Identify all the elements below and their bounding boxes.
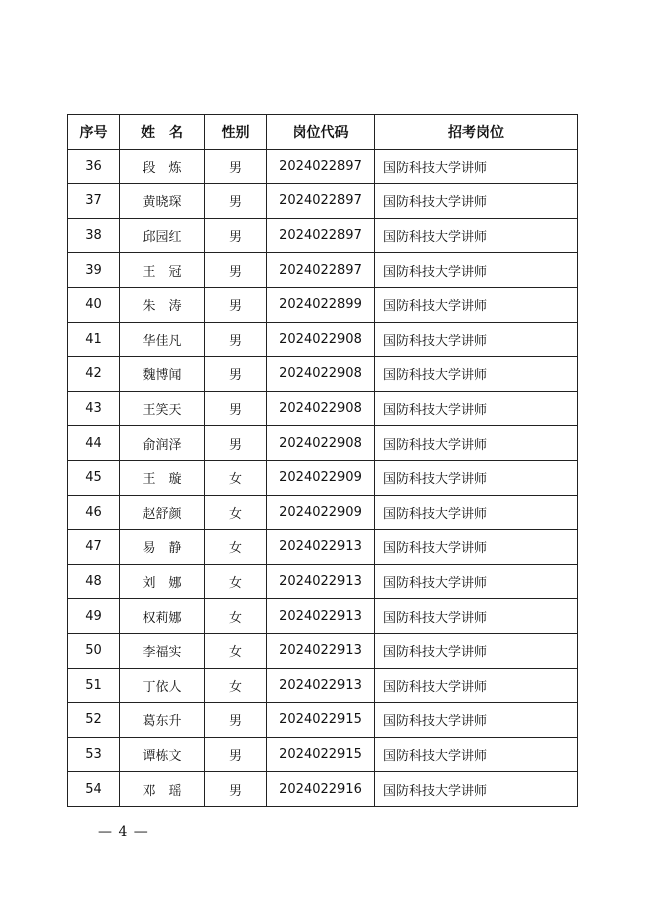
cell-serial-number: 42 bbox=[68, 357, 120, 392]
cell-serial-number: 49 bbox=[68, 599, 120, 634]
table-row bbox=[68, 426, 578, 461]
cell-recruitment-position: 国防科技大学讲师 bbox=[375, 460, 578, 495]
cell-name: 李福实 bbox=[120, 633, 205, 668]
cell-name: 王 冠 bbox=[120, 253, 205, 288]
cell-position-code: 2024022897 bbox=[267, 184, 375, 219]
cell-position-code: 2024022909 bbox=[267, 495, 375, 530]
cell-recruitment-position: 国防科技大学讲师 bbox=[375, 149, 578, 184]
cell-position-code: 2024022897 bbox=[267, 253, 375, 288]
cell-name: 丁依人 bbox=[120, 668, 205, 703]
cell-name: 俞润泽 bbox=[120, 426, 205, 461]
cell-recruitment-position: 国防科技大学讲师 bbox=[375, 495, 578, 530]
cell-recruitment-position: 国防科技大学讲师 bbox=[375, 668, 578, 703]
cell-serial-number: 52 bbox=[68, 703, 120, 738]
table-header bbox=[68, 115, 578, 150]
cell-gender: 男 bbox=[205, 287, 267, 322]
cell-recruitment-position: 国防科技大学讲师 bbox=[375, 322, 578, 357]
cell-name: 葛东升 bbox=[120, 703, 205, 738]
cell-recruitment-position: 国防科技大学讲师 bbox=[375, 772, 578, 807]
cell-recruitment-position: 国防科技大学讲师 bbox=[375, 253, 578, 288]
cell-gender: 女 bbox=[205, 668, 267, 703]
cell-gender: 男 bbox=[205, 391, 267, 426]
table-row bbox=[68, 495, 578, 530]
cell-serial-number: 47 bbox=[68, 530, 120, 565]
cell-name: 王 璇 bbox=[120, 460, 205, 495]
table-row bbox=[68, 564, 578, 599]
cell-name: 王笑天 bbox=[120, 391, 205, 426]
header-row bbox=[68, 115, 578, 150]
cell-recruitment-position: 国防科技大学讲师 bbox=[375, 357, 578, 392]
cell-serial-number: 36 bbox=[68, 149, 120, 184]
cell-gender: 女 bbox=[205, 633, 267, 668]
cell-gender: 男 bbox=[205, 322, 267, 357]
cell-name: 邓 瑶 bbox=[120, 772, 205, 807]
cell-recruitment-position: 国防科技大学讲师 bbox=[375, 287, 578, 322]
cell-name: 华佳凡 bbox=[120, 322, 205, 357]
cell-recruitment-position: 国防科技大学讲师 bbox=[375, 564, 578, 599]
table-row bbox=[68, 703, 578, 738]
table-row bbox=[68, 772, 578, 807]
cell-gender: 男 bbox=[205, 703, 267, 738]
cell-name: 刘 娜 bbox=[120, 564, 205, 599]
cell-gender: 男 bbox=[205, 357, 267, 392]
cell-gender: 男 bbox=[205, 426, 267, 461]
cell-name: 易 静 bbox=[120, 530, 205, 565]
cell-recruitment-position: 国防科技大学讲师 bbox=[375, 184, 578, 219]
cell-name: 段 炼 bbox=[120, 149, 205, 184]
cell-gender: 男 bbox=[205, 772, 267, 807]
cell-serial-number: 45 bbox=[68, 460, 120, 495]
cell-recruitment-position: 国防科技大学讲师 bbox=[375, 599, 578, 634]
cell-serial-number: 51 bbox=[68, 668, 120, 703]
header-recruitment-position: 招考岗位 bbox=[375, 115, 578, 150]
cell-gender: 女 bbox=[205, 530, 267, 565]
cell-name: 魏博闻 bbox=[120, 357, 205, 392]
cell-serial-number: 46 bbox=[68, 495, 120, 530]
table-row bbox=[68, 599, 578, 634]
cell-serial-number: 43 bbox=[68, 391, 120, 426]
cell-recruitment-position: 国防科技大学讲师 bbox=[375, 218, 578, 253]
cell-gender: 女 bbox=[205, 564, 267, 599]
cell-gender: 女 bbox=[205, 495, 267, 530]
cell-serial-number: 50 bbox=[68, 633, 120, 668]
cell-position-code: 2024022908 bbox=[267, 426, 375, 461]
cell-serial-number: 37 bbox=[68, 184, 120, 219]
cell-gender: 女 bbox=[205, 460, 267, 495]
cell-recruitment-position: 国防科技大学讲师 bbox=[375, 426, 578, 461]
candidate-table bbox=[67, 114, 578, 807]
table-row bbox=[68, 149, 578, 184]
cell-gender: 女 bbox=[205, 599, 267, 634]
table-row bbox=[68, 322, 578, 357]
cell-recruitment-position: 国防科技大学讲师 bbox=[375, 703, 578, 738]
cell-recruitment-position: 国防科技大学讲师 bbox=[375, 633, 578, 668]
table-row bbox=[68, 357, 578, 392]
cell-serial-number: 40 bbox=[68, 287, 120, 322]
cell-position-code: 2024022897 bbox=[267, 218, 375, 253]
cell-position-code: 2024022915 bbox=[267, 703, 375, 738]
cell-gender: 男 bbox=[205, 218, 267, 253]
cell-position-code: 2024022913 bbox=[267, 530, 375, 565]
cell-position-code: 2024022913 bbox=[267, 633, 375, 668]
table-row bbox=[68, 184, 578, 219]
cell-position-code: 2024022899 bbox=[267, 287, 375, 322]
header-gender: 性别 bbox=[205, 115, 267, 150]
table-body bbox=[68, 149, 578, 806]
table-row bbox=[68, 391, 578, 426]
cell-position-code: 2024022913 bbox=[267, 599, 375, 634]
cell-name: 谭栋文 bbox=[120, 737, 205, 772]
cell-name: 黄晓琛 bbox=[120, 184, 205, 219]
cell-position-code: 2024022913 bbox=[267, 564, 375, 599]
header-position-code: 岗位代码 bbox=[267, 115, 375, 150]
cell-name: 邱园红 bbox=[120, 218, 205, 253]
cell-serial-number: 54 bbox=[68, 772, 120, 807]
header-serial-number: 序号 bbox=[68, 115, 120, 150]
cell-recruitment-position: 国防科技大学讲师 bbox=[375, 391, 578, 426]
cell-position-code: 2024022915 bbox=[267, 737, 375, 772]
cell-position-code: 2024022908 bbox=[267, 391, 375, 426]
cell-position-code: 2024022897 bbox=[267, 149, 375, 184]
table-row bbox=[68, 668, 578, 703]
cell-name: 赵舒颜 bbox=[120, 495, 205, 530]
cell-position-code: 2024022908 bbox=[267, 322, 375, 357]
cell-name: 朱 涛 bbox=[120, 287, 205, 322]
cell-position-code: 2024022913 bbox=[267, 668, 375, 703]
table-row bbox=[68, 737, 578, 772]
cell-recruitment-position: 国防科技大学讲师 bbox=[375, 737, 578, 772]
cell-serial-number: 53 bbox=[68, 737, 120, 772]
cell-serial-number: 38 bbox=[68, 218, 120, 253]
cell-recruitment-position: 国防科技大学讲师 bbox=[375, 530, 578, 565]
cell-name: 权莉娜 bbox=[120, 599, 205, 634]
cell-gender: 男 bbox=[205, 253, 267, 288]
table-row bbox=[68, 218, 578, 253]
cell-serial-number: 41 bbox=[68, 322, 120, 357]
cell-serial-number: 44 bbox=[68, 426, 120, 461]
header-name: 姓 名 bbox=[120, 115, 205, 150]
table-row bbox=[68, 530, 578, 565]
cell-position-code: 2024022908 bbox=[267, 357, 375, 392]
cell-gender: 男 bbox=[205, 737, 267, 772]
cell-gender: 男 bbox=[205, 184, 267, 219]
cell-position-code: 2024022916 bbox=[267, 772, 375, 807]
cell-serial-number: 48 bbox=[68, 564, 120, 599]
cell-serial-number: 39 bbox=[68, 253, 120, 288]
cell-gender: 男 bbox=[205, 149, 267, 184]
table-row bbox=[68, 253, 578, 288]
cell-position-code: 2024022909 bbox=[267, 460, 375, 495]
page-number: — 4 — bbox=[98, 824, 149, 840]
table-row bbox=[68, 460, 578, 495]
table-row bbox=[68, 633, 578, 668]
table-row bbox=[68, 287, 578, 322]
